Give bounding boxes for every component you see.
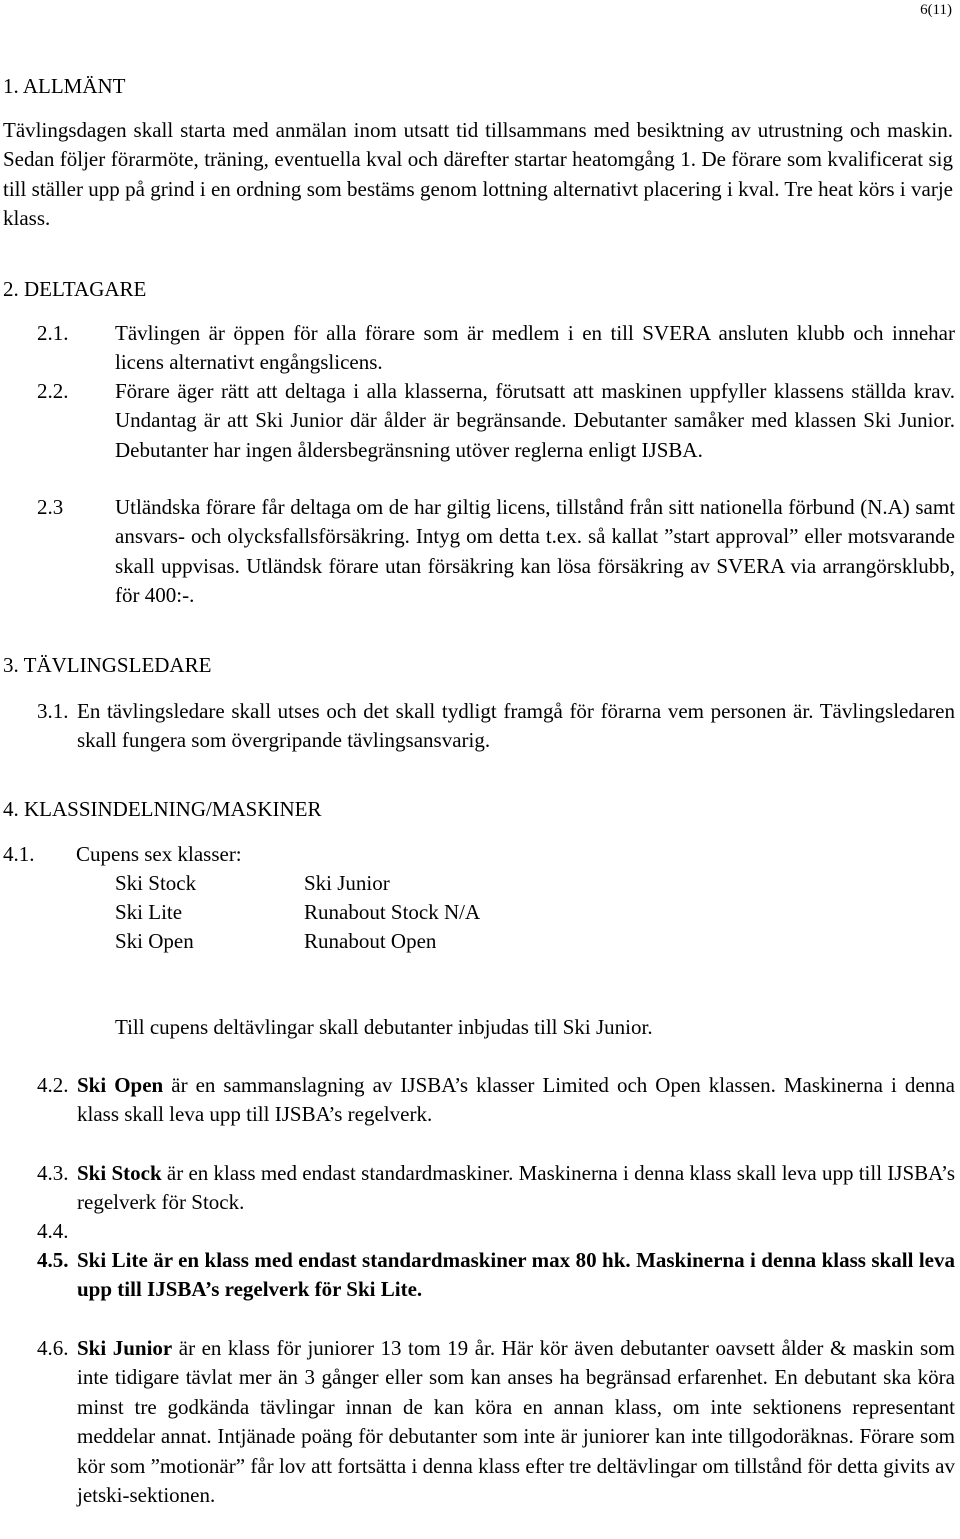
item-text: En tävlingsledare skall utses och det skall tydligt framgå för förarna vem personen är. Tävlingsledaren skall fungera som övergripande tävlingsansvarig. [77, 699, 955, 753]
class-name: Runabout Stock N/A [304, 900, 481, 924]
item-4-1-text: Cupens sex klasser: [76, 842, 242, 866]
item-4-2 [37, 1071, 955, 1130]
item-number: 2.3 [37, 495, 64, 519]
item-4-3 [37, 1159, 955, 1218]
item-2-2 [37, 377, 955, 465]
item-2-1 [37, 319, 955, 378]
section-3-heading: 3. TÄVLINGSLEDARE [3, 653, 212, 677]
item-number: 2.1. [37, 321, 69, 345]
class-label: Ski Stock [77, 1161, 162, 1185]
item-4-5 [37, 1246, 955, 1305]
item-4-6 [37, 1334, 955, 1510]
item-number: 4.4. [37, 1219, 69, 1243]
page-number: 6(11) [920, 2, 952, 18]
class-label: Ski Junior [77, 1336, 173, 1360]
class-name: Ski Open [115, 929, 194, 953]
class-label: Ski Open [77, 1073, 164, 1097]
item-3-1 [37, 697, 955, 756]
class-name: Runabout Open [304, 929, 437, 953]
item-text: Utländska förare får deltaga om de har giltig licens, tillstånd från sitt nationella förbund (N.A) samt ansvars- och olycksfallsförsäkring. Intyg om detta t.ex. så kallat ”start approval” eller motsvarande skall uppvisas. Utländsk förare utan försäkring kan lösa försäkring av SVERA via arrangörsklubb, för 400:-. [115, 495, 955, 608]
item-text: Tävlingen är öppen för alla förare som är medlem i en till SVERA ansluten klubb och innehar licens alternativt engångslicens. [115, 321, 955, 375]
item-4-1-number: 4.1. [3, 842, 35, 866]
item-number: 4.3. [37, 1161, 69, 1185]
class-name: Ski Lite [115, 900, 183, 924]
item-text: Förare äger rätt att deltaga i alla klasserna, förutsatt att maskinen uppfyller klassens ställda krav. Undantag är att Ski Junior där ålder är begränsande. Debutanter samåker med klassen Ski Junior. Debutanter har ingen åldersbegränsning utöver reglerna enligt IJSBA. [115, 379, 955, 462]
item-body: är en klass med endast standardmaskiner. Maskinerna i denna klass skall leva upp till IJSBA’s regelverk för Stock. [77, 1161, 955, 1215]
item-number: 3.1. [37, 699, 69, 723]
section-4-heading: 4. KLASSINDELNING/MASKINER [3, 797, 322, 821]
section-2-heading: 2. DELTAGARE [3, 277, 147, 301]
class-name: Ski Stock [115, 871, 197, 895]
section-1-paragraph: Tävlingsdagen skall starta med anmälan inom utsatt tid tillsammans med besiktning av utrustning och maskin. Sedan följer förarmöte, träning, eventuella kval och därefter startar heatomgång 1. De förare som kvalificerat sig till ställer upp på grind i en ordning som bestäms genom lottning alternativt placering i kval. Tre heat körs i varje klass. [3, 118, 953, 231]
item-text: Ski Lite är en klass med endast standardmaskiner max 80 hk. Maskinerna i denna klass skall leva upp till IJSBA’s regelverk för Ski Lite. [77, 1248, 955, 1302]
item-2-3 [37, 493, 955, 611]
item-text [77, 1159, 955, 1218]
item-number: 4.5. [37, 1248, 69, 1272]
item-body: är en klass för juniorer 13 tom 19 år. Här kör även debutanter oavsett ålder & maskin som inte tidigare tävlat mer än 3 gånger eller som kan anses ha begränsad erfarenhet. En debutant ska köra minst tre godkända tävlingar innan de kan köra en annan klass, om inte sektionens representant meddelar annat. Intjänade poäng för debutanter som inte är juniorer kan inte tillgodoräknas. Förare som kör som ”motionär” får lov att fortsätta i denna klass efter tre deltävlingar om tillstånd för detta givits av jetski-sektionen. [77, 1336, 955, 1508]
item-number: 2.2. [37, 379, 69, 403]
item-body: är en sammanslagning av IJSBA’s klasser Limited och Open klassen. Maskinerna i denna klass skall leva upp till IJSBA’s regelverk. [77, 1073, 955, 1127]
item-text [77, 1334, 955, 1510]
item-number: 4.2. [37, 1073, 69, 1097]
item-text [77, 1071, 955, 1130]
section-1-heading: 1. ALLMÄNT [3, 74, 126, 98]
class-name: Ski Junior [304, 871, 390, 895]
item-number: 4.6. [37, 1336, 69, 1360]
class-note: Till cupens deltävlingar skall debutanter inbjudas till Ski Junior. [115, 1015, 653, 1039]
